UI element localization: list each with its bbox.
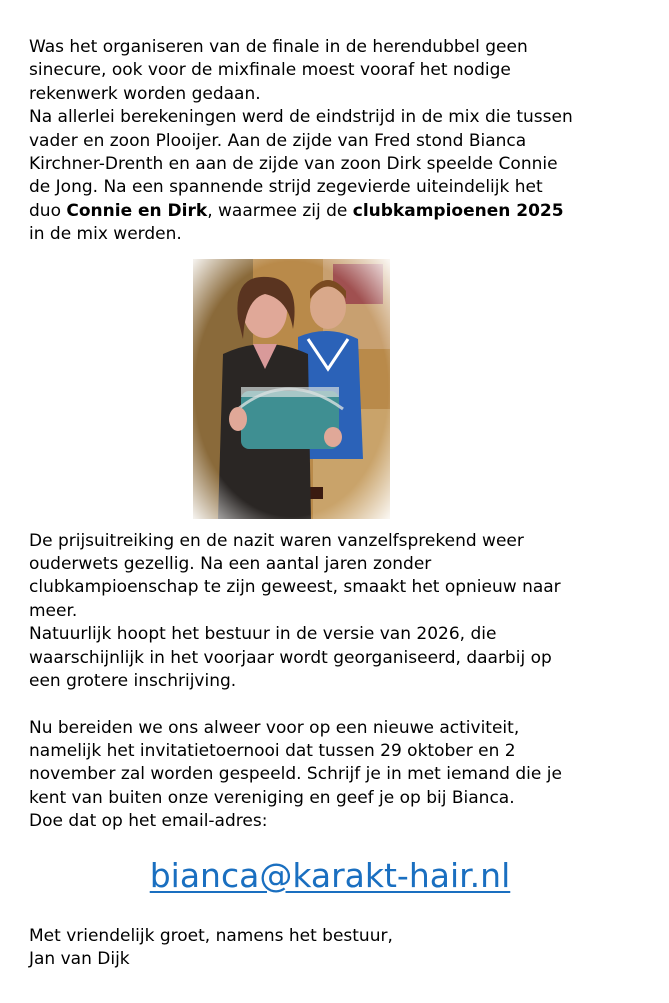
closing-paragraph bbox=[29, 925, 649, 972]
text-line: de Jong. Na een spannende strijd zegevierde uiteindelijk het bbox=[29, 177, 543, 198]
text-span: duo bbox=[29, 200, 67, 221]
invite-paragraph bbox=[29, 717, 649, 834]
text-line: Doe dat op het email-adres: bbox=[29, 811, 268, 832]
text-line: clubkampioenschap te zijn geweest, smaakt het opnieuw naar bbox=[29, 577, 561, 598]
text-line: ouderwets gezellig. Na een aantal jaren zonder bbox=[29, 554, 432, 575]
text-line: Na allerlei berekeningen werd de eindstrijd in de mix die tussen bbox=[29, 107, 573, 128]
prize-paragraph bbox=[29, 530, 649, 694]
text-line: Natuurlijk hoopt het bestuur in de versie van 2026, die bbox=[29, 624, 497, 645]
signature: Jan van Dijk bbox=[29, 948, 130, 969]
text-span: , waarmee zij de bbox=[207, 200, 353, 221]
text-line: vader en zoon Plooijer. Aan de zijde van Fred stond Bianca bbox=[29, 130, 527, 151]
text-line: sinecure, ook voor de mixfinale moest vooraf het nodige bbox=[29, 60, 511, 81]
text-line: november zal worden gespeeld. Schrijf je in met iemand die je bbox=[29, 764, 562, 785]
text-line: kent van buiten onze vereniging en geef je op bij Bianca. bbox=[29, 787, 515, 808]
champions-title: clubkampioenen 2025 bbox=[352, 200, 564, 221]
text-line: Kirchner-Drenth en aan de zijde van zoon Dirk speelde Connie bbox=[29, 154, 558, 175]
newsletter-body bbox=[29, 36, 649, 971]
intro-paragraph bbox=[29, 36, 649, 247]
text-line: in de mix werden. bbox=[29, 224, 182, 245]
text-line: rekenwerk worden gedaan. bbox=[29, 83, 261, 104]
text-line: Met vriendelijk groet, namens het bestuur, bbox=[29, 925, 393, 946]
text-line: Nu bereiden we ons alweer voor op een nieuwe activiteit, bbox=[29, 717, 520, 738]
text-line: een grotere inschrijving. bbox=[29, 671, 237, 692]
champions-names: Connie en Dirk bbox=[66, 200, 208, 221]
text-line bbox=[29, 200, 649, 223]
email-block bbox=[29, 856, 649, 895]
paragraph-gap bbox=[29, 694, 649, 717]
text-line: meer. bbox=[29, 600, 78, 621]
text-line: Was het organiseren van de finale in de herendubbel geen bbox=[29, 37, 528, 57]
champions-photo bbox=[193, 259, 390, 519]
text-line: De prijsuitreiking en de nazit waren vanzelfsprekend weer bbox=[29, 530, 524, 551]
email-link[interactable]: bianca@karakt-hair.nl bbox=[149, 855, 511, 895]
text-line: waarschijnlijk in het voorjaar wordt georganiseerd, daarbij op bbox=[29, 647, 552, 668]
text-line: namelijk het invitatietoernooi dat tussen 29 oktober en 2 bbox=[29, 740, 516, 761]
